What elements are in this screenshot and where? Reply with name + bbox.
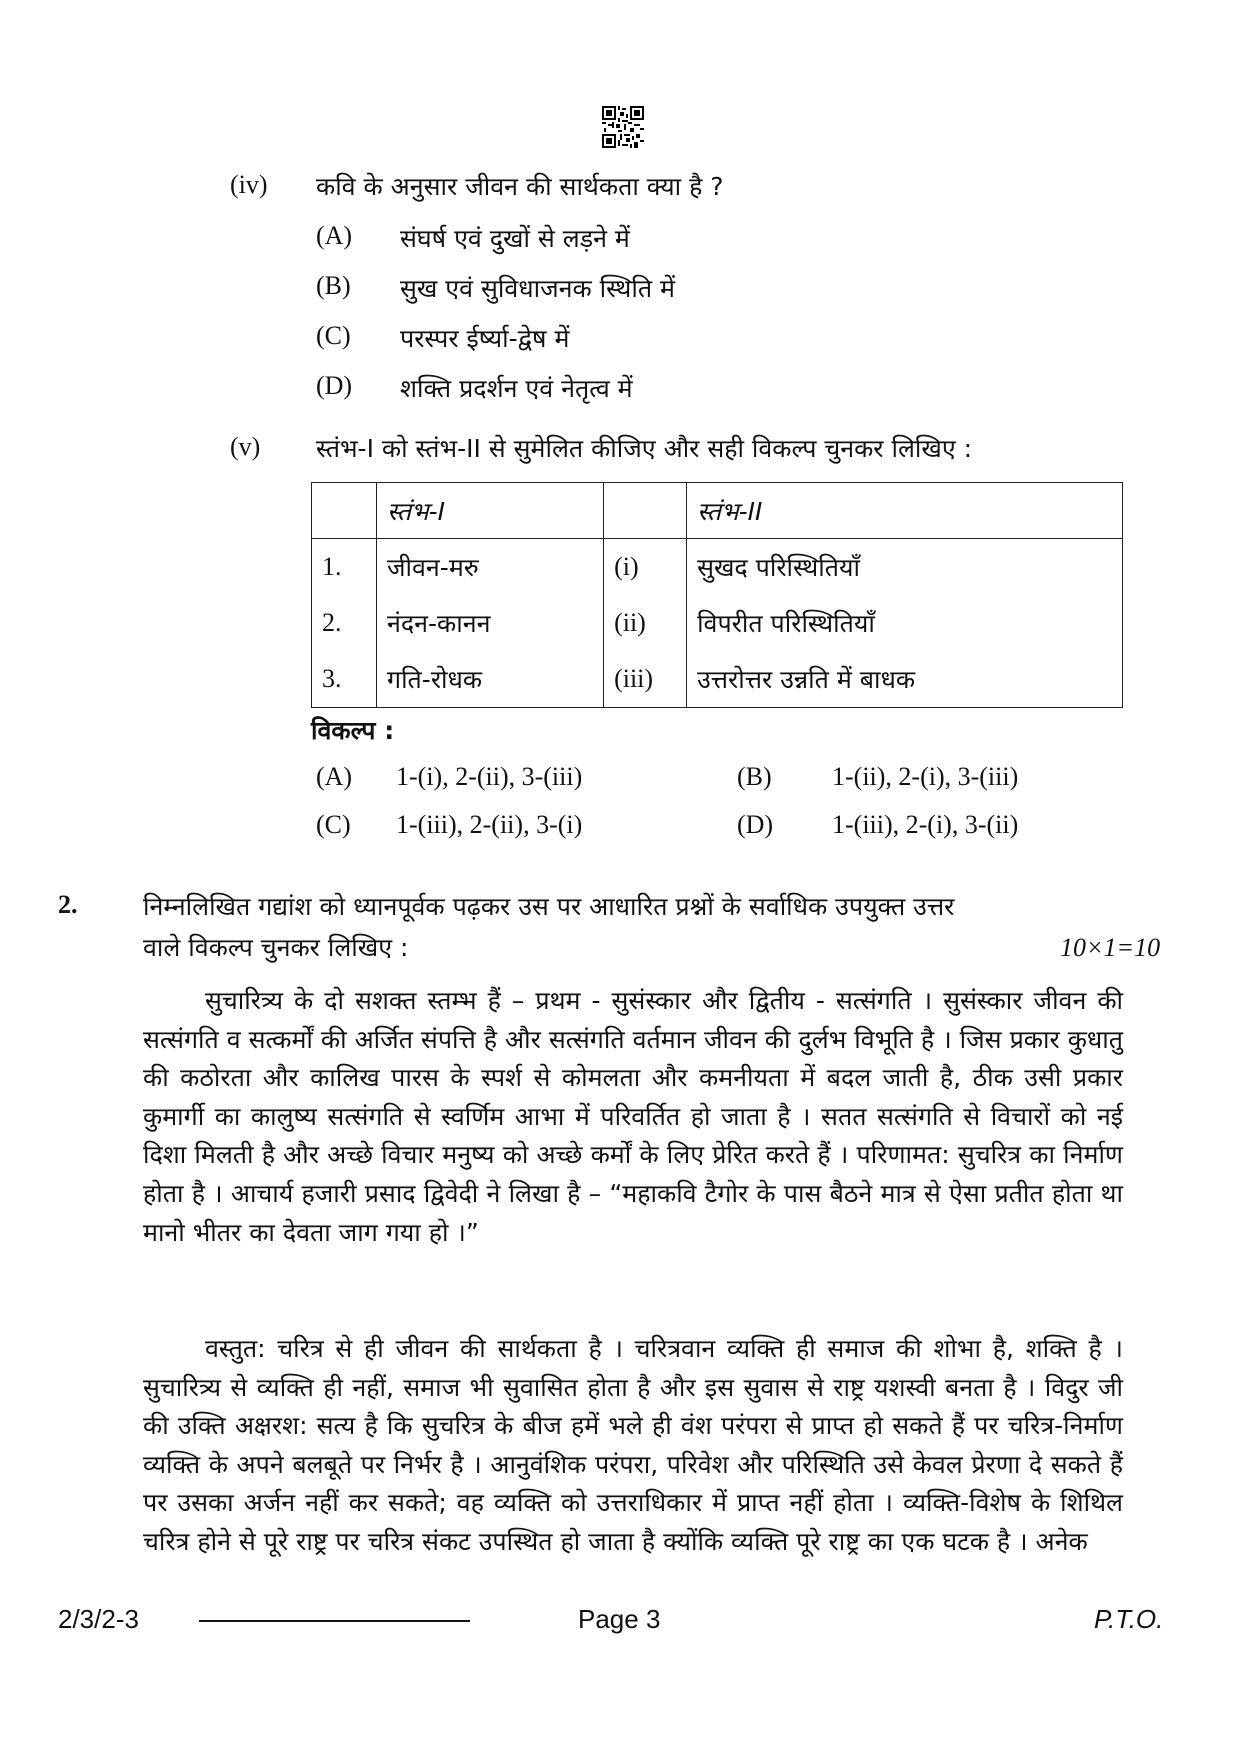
pto-label: P.T.O. <box>1094 1604 1164 1634</box>
footer-divider <box>199 1620 470 1622</box>
option-text: परस्पर ईर्ष्या-द्वेष में <box>400 324 570 353</box>
column-1-cell: जीवन-मरु <box>377 539 604 596</box>
question-number-2: 2. <box>58 890 78 919</box>
marks-label: 10×1=10 <box>1060 933 1161 962</box>
question-v-text: स्तंभ-I को स्तंभ-II से सुमेलित कीजिए और सही विकल्प चुनकर लिखिए : <box>316 434 973 463</box>
page-number: Page 3 <box>578 1604 661 1634</box>
table-row <box>312 595 1123 651</box>
option-text: संघर्ष एवं दुखों से लड़ने में <box>400 224 630 253</box>
header-blank-cell <box>312 483 377 539</box>
passage-paragraph-1: सुचारित्र्य के दो सशक्त स्तम्भ हैं – प्रथम - सुसंस्कार और द्वितीय - सत्संगति । सुसंस्कार जीवन की सत्संगति व सत्कर्मों की अर्जित संपत्ति है और सत्संगति वर्तमान जीवन की दुर्लभ विभूति है । जिस प्रकार कुधातु की कठोरता और कालिख पारस के स्पर्श से कोमलता और कमनीयता में बदल जाती है, ठीक उसी प्रकार कुमार्गी का कालुष्य सत्संगति से स्वर्णिम आभा में परिवर्तित हो जाता है । सतत सत्संगति से विचारों को नई दिशा मिलती है और अच्छे विचार मनुष्य को अच्छे कर्मों के लिए प्रेरित करते हैं । परिणामत: सुचरित्र का निर्माण होता है । आचार्य हजारी प्रसाद द्विवेदी ने लिखा है – “महाकवि टैगोर के पास बैठने मात्र से ऐसा प्रतीत होता था मानो भीतर का देवता जाग गया हो ।” <box>143 986 1123 1247</box>
roman-number: (i) <box>604 539 687 596</box>
row-number: 2. <box>312 595 377 651</box>
match-table <box>311 482 1123 708</box>
option-letter: (C) <box>316 321 351 350</box>
option-letter: (D) <box>316 371 353 400</box>
row-number: 1. <box>312 539 377 596</box>
table-row <box>312 539 1123 596</box>
row-number: 3. <box>312 651 377 708</box>
roman-number: (iii) <box>604 651 687 708</box>
option-letter: (D) <box>737 810 774 839</box>
column-2-cell: विपरीत परिस्थितियाँ <box>687 595 1123 651</box>
roman-number: (ii) <box>604 595 687 651</box>
question-number-v: (v) <box>230 432 261 461</box>
question-2-instruction-line-2: वाले विकल्प चुनकर लिखिए : <box>143 933 409 962</box>
option-letter: (A) <box>316 221 353 250</box>
option-letter: (C) <box>316 810 351 839</box>
option-letter: (B) <box>316 271 351 300</box>
option-letter: (B) <box>737 762 772 791</box>
paper-code: 2/3/2-3 <box>58 1604 139 1634</box>
column-1-header: स्तंभ-I <box>377 483 604 539</box>
column-1-cell: नंदन-कानन <box>377 595 604 651</box>
option-text: 1-(ii), 2-(i), 3-(iii) <box>832 762 1019 791</box>
passage-paragraph-2: वस्तुत: चरित्र से ही जीवन की सार्थकता है । चरित्रवान व्यक्ति ही समाज की शोभा है, शक्ति है । सुचारित्र्य से व्यक्ति ही नहीं, समाज भी सुवासित होता है और इस सुवास से राष्ट्र यशस्वी बनता है । विदुर जी की उक्ति अक्षरश: सत्य है कि सुचरित्र के बीज हमें भले ही वंश परंपरा से प्राप्त हो सकते हैं पर चरित्र-निर्माण व्यक्ति के अपने बलबूते पर निर्भर है । आनुवंशिक परंपरा, परिवेश और परिस्थिति उसे केवल प्रेरणा दे सकते हैं पर उसका अर्जन नहीं कर सकते; वह व्यक्ति को उत्तराधिकार में प्राप्त नहीं होता । व्यक्ति-विशेष के शिथिल चरित्र होने से पूरे राष्ट्र पर चरित्र संकट उपस्थित हो जाता है क्योंकि व्यक्ति पूरे राष्ट्र का एक घटक है । अनेक <box>143 1334 1123 1556</box>
column-2-cell: उत्तरोत्तर उन्नति में बाधक <box>687 651 1123 708</box>
option-letter: (A) <box>316 762 353 791</box>
header-blank-cell <box>604 483 687 539</box>
option-text: 1-(iii), 2-(ii), 3-(i) <box>396 810 583 839</box>
table-row <box>312 651 1123 708</box>
question-number-iv: (iv) <box>230 170 268 199</box>
vikalp-label: विकल्प : <box>311 716 395 745</box>
option-text: 1-(iii), 2-(i), 3-(ii) <box>832 810 1019 839</box>
option-text: 1-(i), 2-(ii), 3-(iii) <box>396 762 583 791</box>
column-1-cell: गति-रोधक <box>377 651 604 708</box>
option-text: सुख एवं सुविधाजनक स्थिति में <box>400 274 675 303</box>
question-iv-text: कवि के अनुसार जीवन की सार्थकता क्या है ? <box>316 172 724 201</box>
column-2-header: स्तंभ-II <box>687 483 1123 539</box>
table-header-row <box>312 483 1123 539</box>
question-2-instruction-line-1: निम्नलिखित गद्यांश को ध्यानपूर्वक पढ़कर उस पर आधारित प्रश्नों के सर्वाधिक उपयुक्त उत्तर <box>143 892 955 921</box>
option-text: शक्ति प्रदर्शन एवं नेतृत्व में <box>400 374 633 403</box>
qr-code-icon <box>602 106 644 148</box>
column-2-cell: सुखद परिस्थितियाँ <box>687 539 1123 596</box>
